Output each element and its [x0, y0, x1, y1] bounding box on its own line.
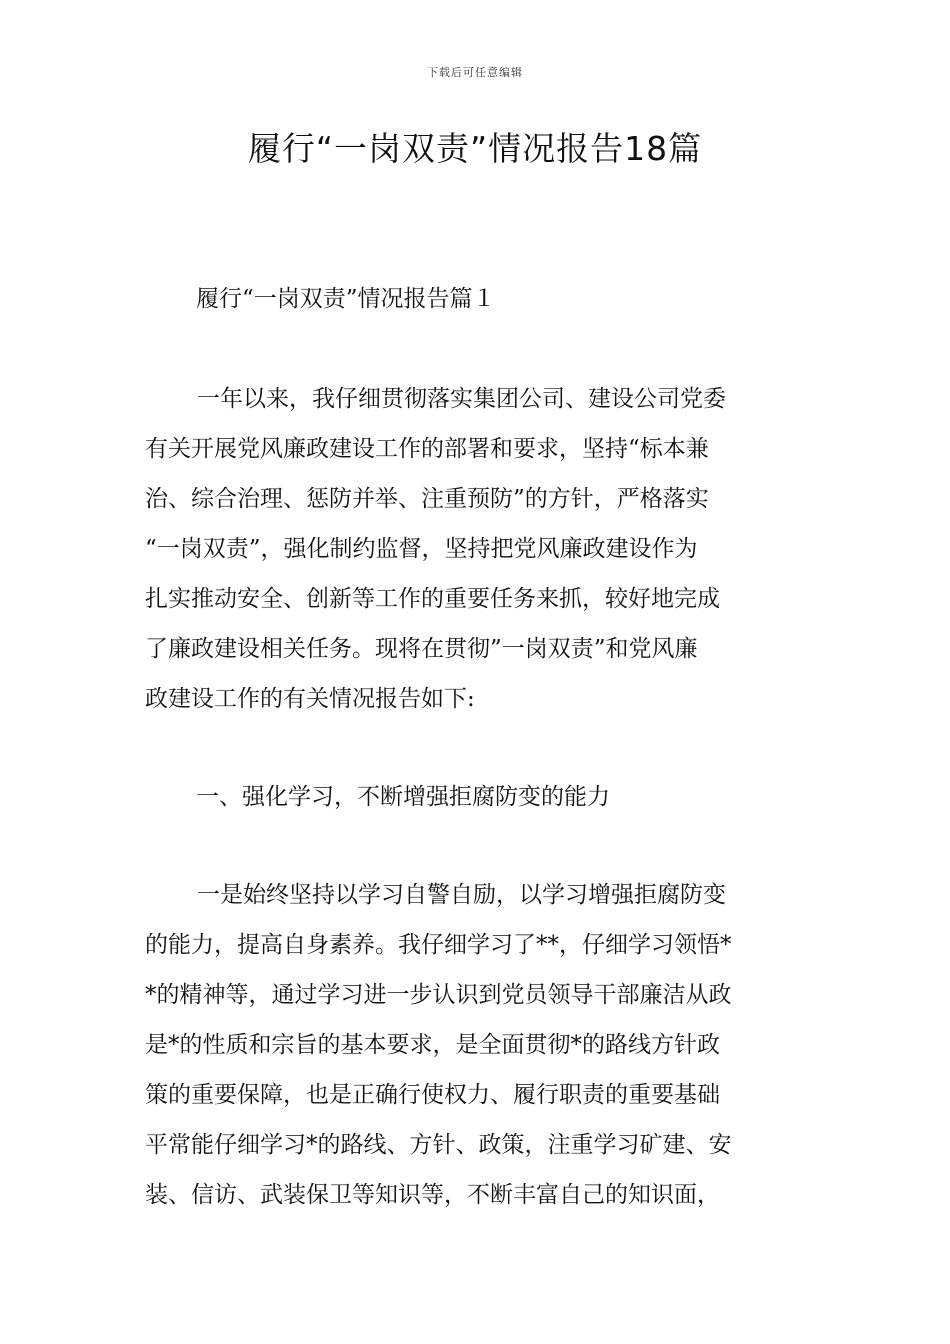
paragraph-study: [145, 870, 810, 1220]
paragraph-line: 一是始终坚持以学习自警自励，以学习增强拒腐防变: [197, 882, 726, 908]
paragraph-line: 装、信访、武装保卫等知识等，不断丰富自己的知识面，: [145, 1182, 720, 1208]
paragraph-line: 了廉政建设相关任务。现将在贯彻”一岗双责”和党风廉: [145, 636, 698, 662]
paragraph-line: “一岗双责”，强化制约监督，坚持把党风廉政建设作为: [145, 536, 698, 562]
section-title: 履行“一岗双责”情况报告篇１: [196, 286, 496, 312]
paragraph-line: 有关开展党风廉政建设工作的部署和要求，坚持“标本兼: [145, 436, 709, 462]
paragraph-line: 扎实推动安全、创新等工作的重要任务来抓，较好地完成: [145, 586, 720, 612]
paragraph-line: 的能力，提高自身素养。我仔细学习了**，仔细学习领悟*: [145, 932, 732, 958]
paragraph-line: 策的重要保障，也是正确行使权力、履行职责的重要基础: [145, 1082, 720, 1108]
paragraph-line: 治、综合治理、惩防并举、注重预防”的方针，严格落实: [145, 486, 709, 512]
heading-section-one: 一、强化学习，不断增强拒腐防变的能力: [196, 784, 610, 810]
header-note: 下载后可任意编辑: [427, 66, 523, 79]
paragraph-line: *的精神等，通过学习进一步认识到党员领导干部廉洁从政: [145, 982, 732, 1008]
paragraph-line: 政建设工作的有关情况报告如下:: [145, 686, 475, 712]
document-title: 履行“一岗双责”情况报告18篇: [247, 129, 703, 168]
paragraph-line: 是*的性质和宗旨的基本要求，是全面贯彻*的路线方针政: [145, 1032, 720, 1058]
paragraph-intro: [145, 374, 810, 724]
paragraph-line: 平常能仔细学习*的路线、方针、政策，注重学习矿建、安: [145, 1132, 732, 1158]
paragraph-line: 一年以来，我仔细贯彻落实集团公司、建设公司党委: [197, 386, 726, 412]
